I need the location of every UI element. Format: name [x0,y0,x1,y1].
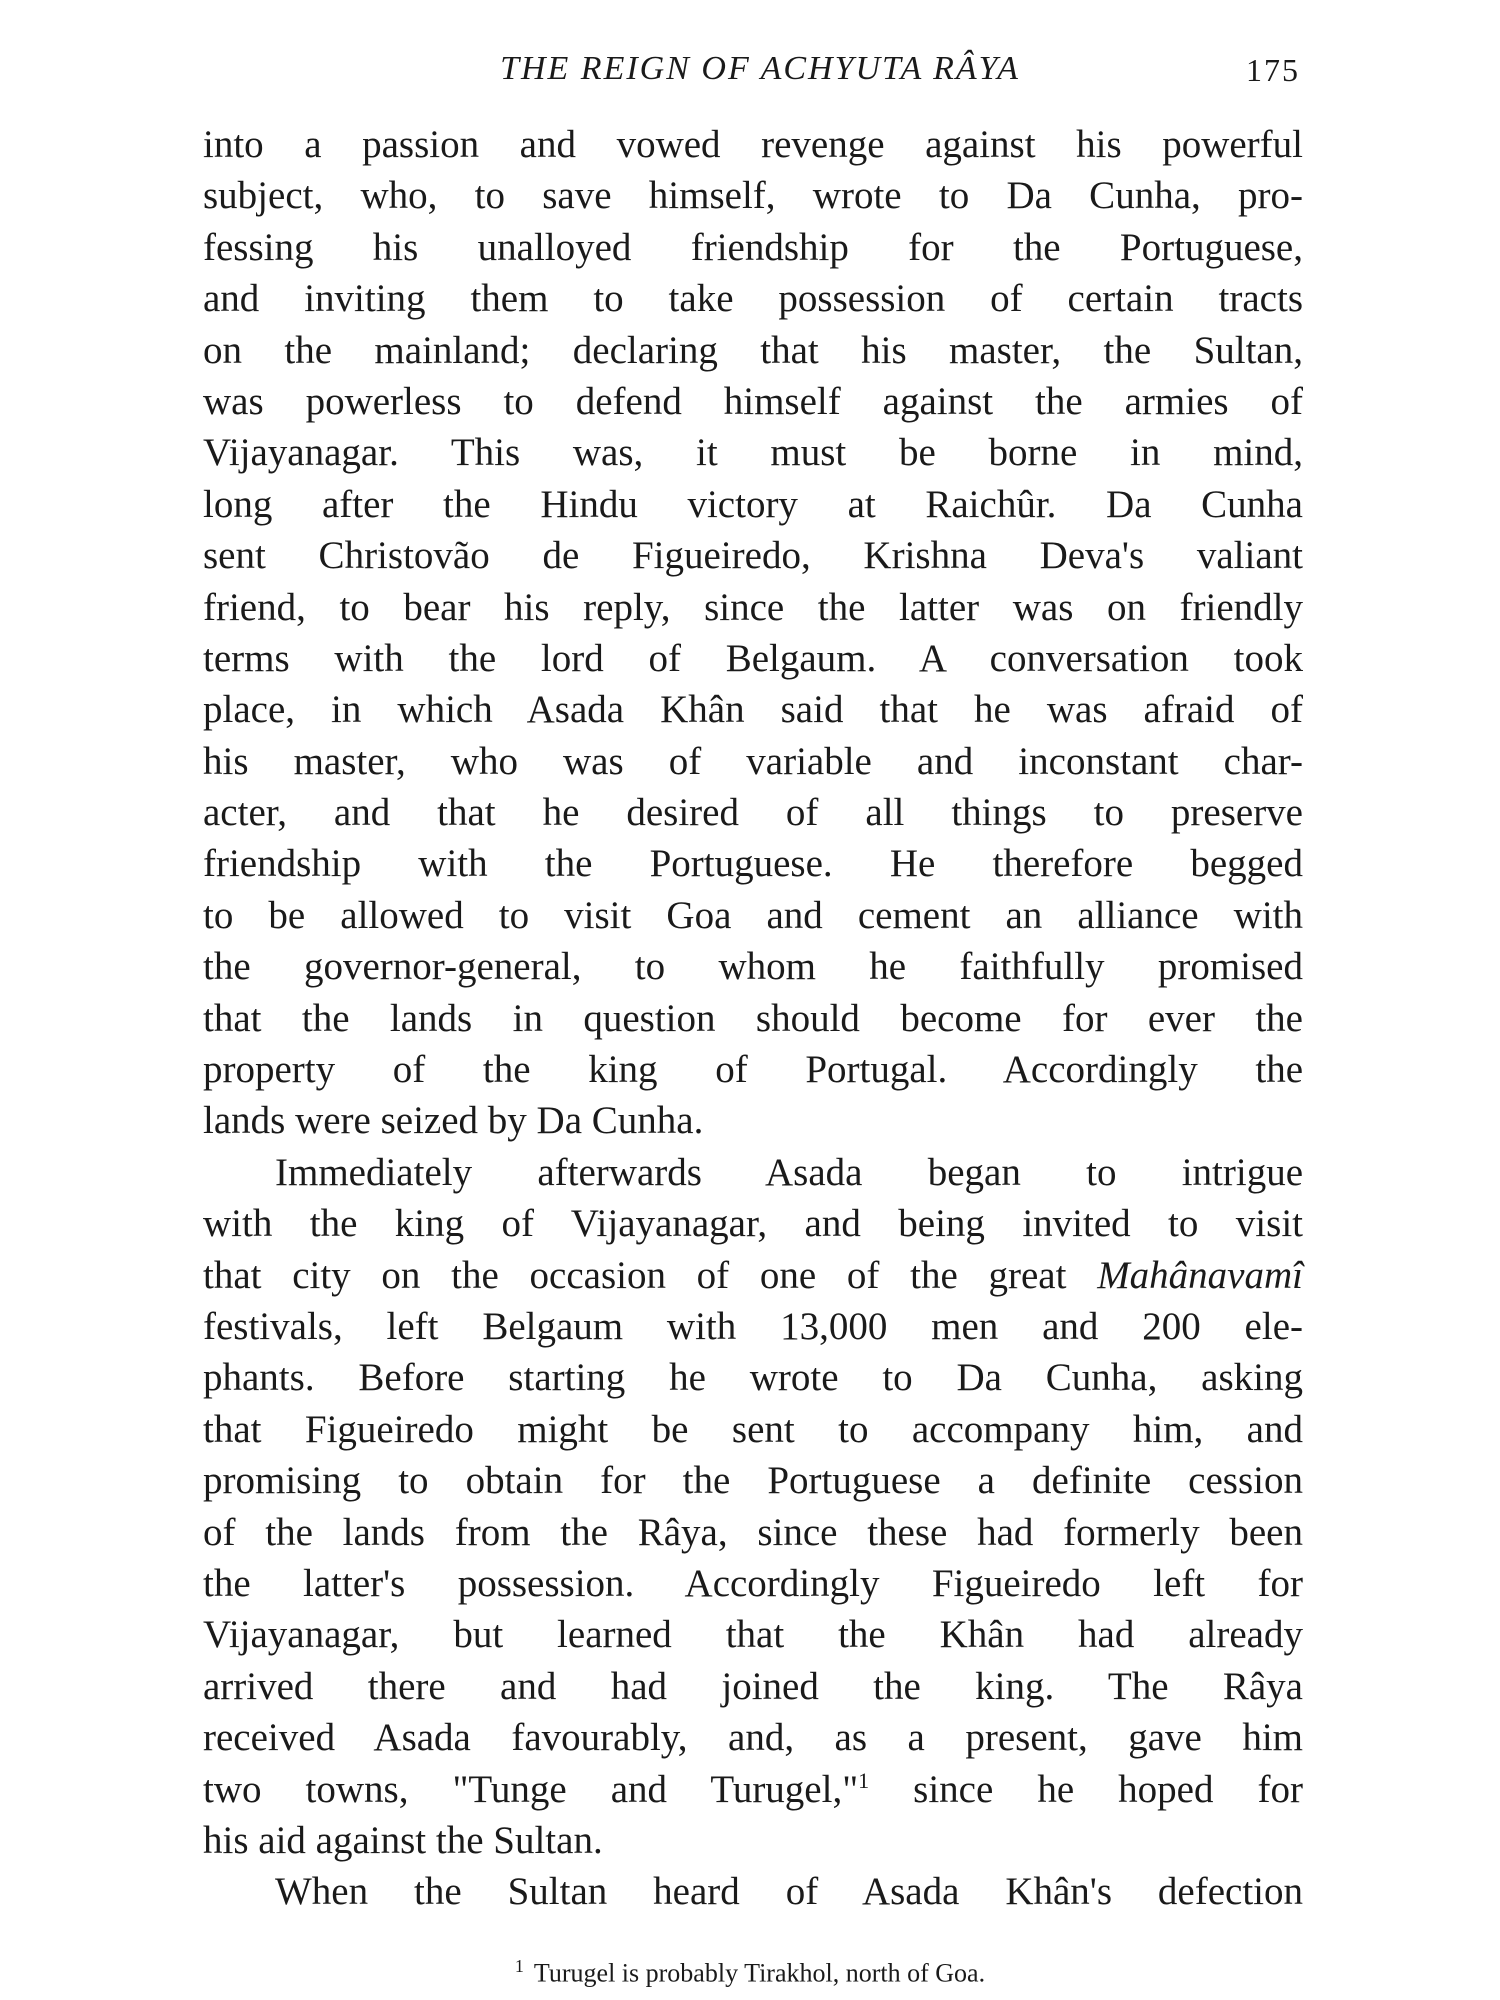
footnote-mark: 1 [514,1956,524,1976]
text-line: promising to obtain for the Portuguese a definite cession [203,1459,1303,1503]
text-line: friend, to bear his reply, since the latter was on friendly [203,585,1303,629]
text-line: long after the Hindu victory at Raichûr. Da Cunha [203,482,1303,526]
text-fragment: that city on the occasion of one of the great [203,1253,1098,1297]
text-line [203,1764,1303,1815]
text-line: his aid against the Sultan. [203,1818,603,1862]
text-line: festivals, left Belgaum with 13,000 men and 200 ele- [203,1304,1303,1348]
text-line: fessing his unalloyed friendship for the Portuguese, [203,225,1303,269]
text-line: on the mainland; declaring that his master, the Sultan, [203,328,1303,372]
text-line: sent Christovão de Figueiredo, Krishna Deva's valiant [203,534,1303,578]
text-line: terms with the lord of Belgaum. A conversation took [203,636,1303,680]
body-text [203,119,1303,1918]
text-line: the latter's possession. Accordingly Figueiredo left for [203,1561,1303,1605]
text-fragment: since he hoped for [869,1767,1304,1811]
text-line: into a passion and vowed revenge against his powerful [203,123,1303,166]
text-line: to be allowed to visit Goa and cement an alliance with [203,893,1303,937]
text-line: that the lands in question should become for ever the [203,996,1303,1040]
footnote-reference[interactable]: 1 [858,1767,870,1793]
text-fragment: two towns, "Tunge and Turugel," [203,1767,859,1811]
text-line: lands were seized by Da Cunha. [203,1099,704,1143]
text-line: acter, and that he desired of all things to preserve [203,791,1303,835]
text-line: When the Sultan heard of Asada Khân's defection [275,1870,1303,1914]
text-line: received Asada favourably, and, as a present, gave him [203,1716,1303,1760]
text-line: Vijayanagar, but learned that the Khân had already [203,1613,1303,1657]
text-line: his master, who was of variable and inconstant char- [203,739,1303,783]
running-title: THE REIGN OF ACHYUTA RÂYA [500,50,1020,87]
footnote [200,1950,1300,1990]
text-line: phants. Before starting he wrote to Da Cunha, asking [203,1356,1303,1400]
text-line: that Figueiredo might be sent to accompany him, and [203,1407,1303,1451]
text-line: friendship with the Portuguese. He therefore begged [203,842,1303,886]
text-line: of the lands from the Râya, since these had formerly been [203,1510,1303,1554]
text-line: Immediately afterwards Asada began to intrigue [275,1150,1303,1194]
text-line: subject, who, to save himself, wrote to Da Cunha, pro- [203,174,1303,218]
text-line: was powerless to defend himself against the armies of [203,379,1303,423]
festival-term: Mahânavamî [1097,1253,1303,1297]
footnote-text: Turugel is probably Tirakhol, north of Goa. [533,1958,986,1988]
text-line: property of the king of Portugal. Accordingly the [203,1048,1303,1092]
text-line: and inviting them to take possession of certain tracts [203,277,1303,321]
page-number: 175 [1246,52,1300,88]
text-line: with the king of Vijayanagar, and being invited to visit [203,1202,1303,1246]
text-line [203,1250,1303,1301]
running-head [200,50,1300,100]
text-line: place, in which Asada Khân said that he was afraid of [203,688,1303,732]
text-line: arrived there and had joined the king. The Râya [203,1664,1303,1708]
text-line: the governor-general, to whom he faithfully promised [203,945,1303,989]
text-line: Vijayanagar. This was, it must be borne in mind, [203,431,1303,475]
